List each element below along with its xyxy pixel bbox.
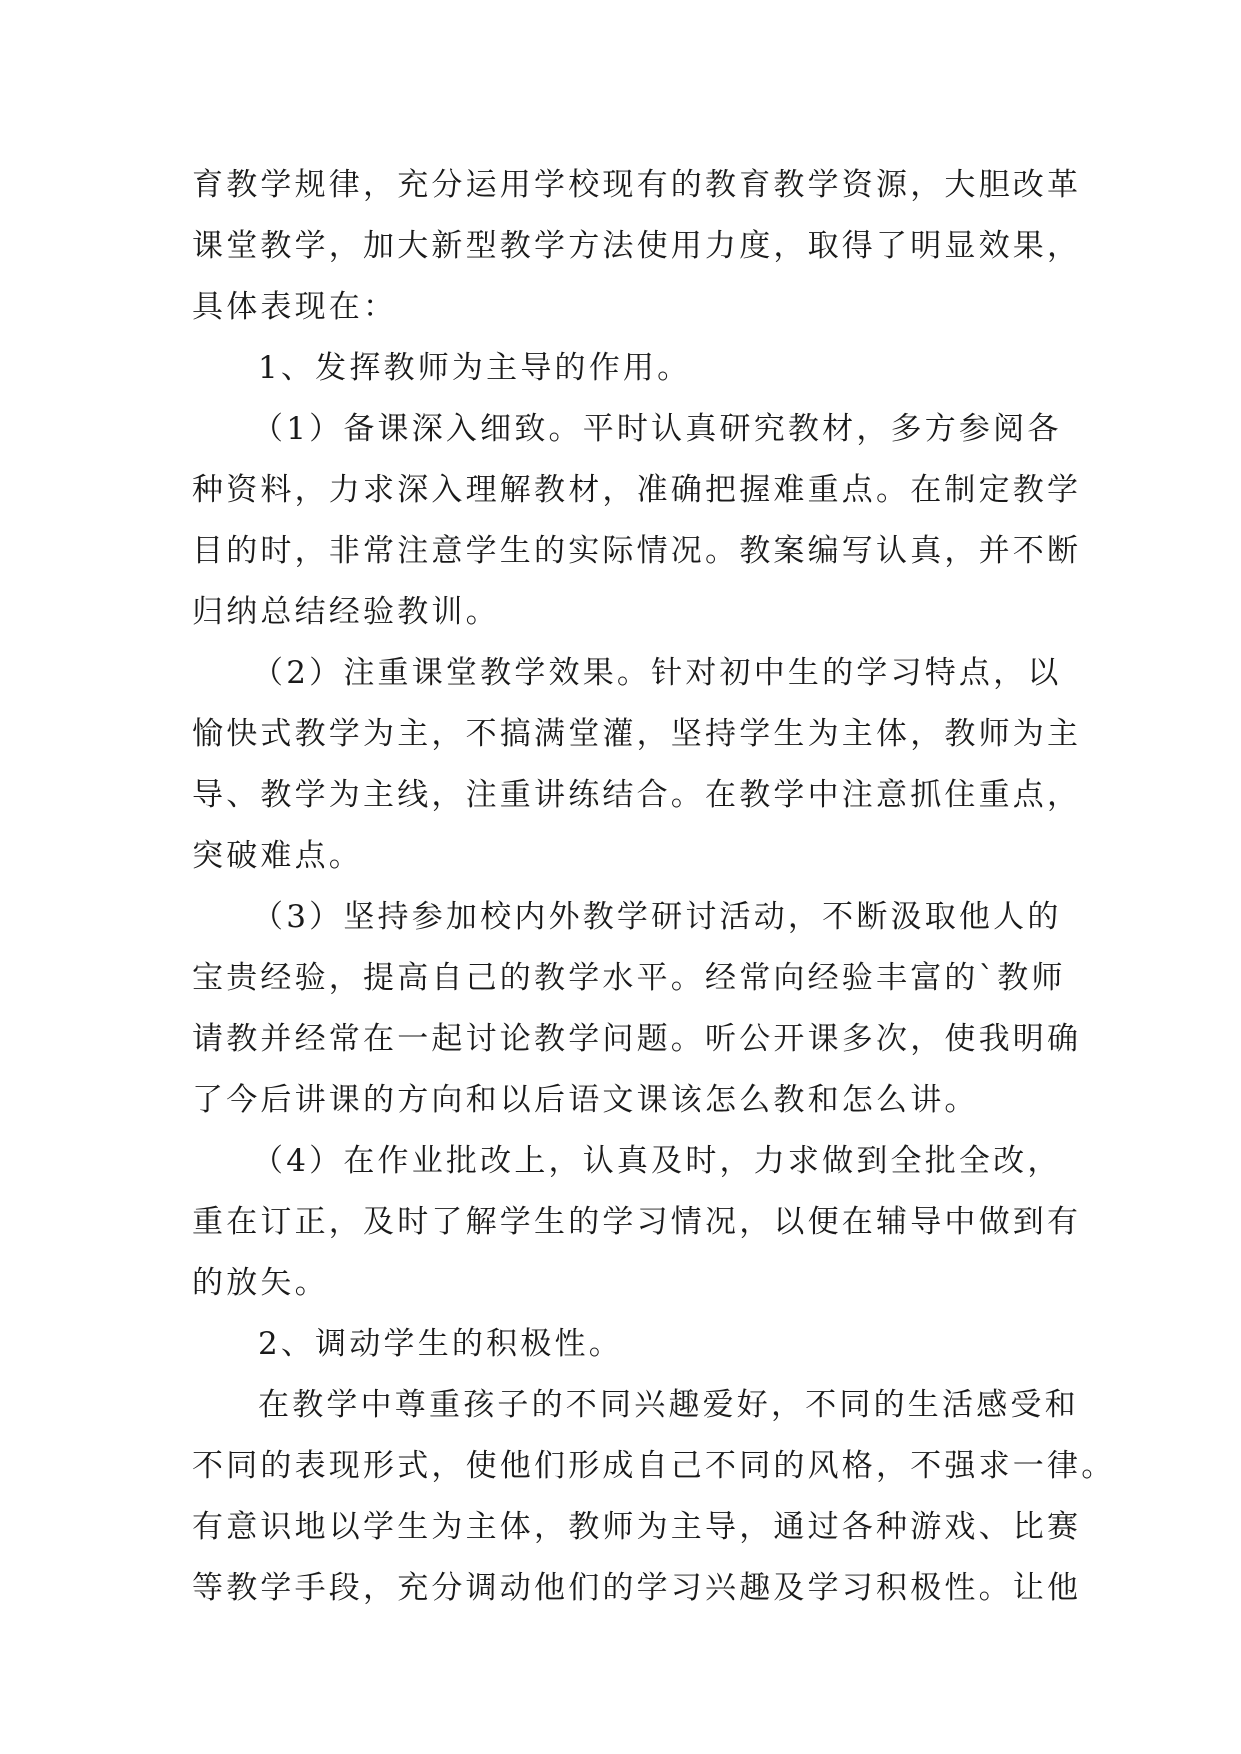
- paragraph-line: 目的时，非常注意学生的实际情况。教案编写认真，并不断: [192, 533, 1082, 569]
- paragraph-line: 宝贵经验，提高自己的教学水平。经常向经验丰富的`教师: [192, 960, 1066, 996]
- paragraph-line: 导、教学为主线，注重讲练结合。在教学中注意抓住重点，: [192, 777, 1082, 813]
- item-4-line: （4）在作业批改上，认真及时，力求做到全批全改，: [252, 1143, 1062, 1179]
- paragraph-line: 有意识地以学生为主体，教师为主导，通过各种游戏、比赛: [192, 1509, 1082, 1545]
- paragraph-line: 不同的表现形式，使他们形成自己不同的风格，不强求一律。: [192, 1448, 1116, 1484]
- paragraph-line: 了今后讲课的方向和以后语文课该怎么教和怎么讲。: [192, 1082, 979, 1118]
- paragraph-line: 育教学规律，充分运用学校现有的教育教学资源，大胆改革: [192, 167, 1082, 203]
- item-2-line: （2）注重课堂教学效果。针对初中生的学习特点，以: [252, 655, 1062, 691]
- item-3-line: （3）坚持参加校内外教学研讨活动，不断汲取他人的: [252, 899, 1062, 935]
- paragraph-line: 等教学手段，充分调动他们的学习兴趣及学习积极性。让他: [192, 1570, 1082, 1606]
- section-heading-2: 2、调动学生的积极性。: [258, 1326, 623, 1362]
- paragraph-line: 的放矢。: [192, 1265, 329, 1301]
- paragraph-line: 课堂教学，加大新型教学方法使用力度，取得了明显效果，: [192, 228, 1082, 264]
- document-body: [192, 155, 1116, 1619]
- paragraph-line: 请教并经常在一起讨论教学问题。听公开课多次，使我明确: [192, 1021, 1082, 1057]
- section-heading-1: 1、发挥教师为主导的作用。: [258, 350, 692, 386]
- paragraph-line: 在教学中尊重孩子的不同兴趣爱好，不同的生活感受和: [258, 1387, 1079, 1423]
- paragraph-line: 归纳总结经验教训。: [192, 594, 500, 630]
- paragraph-line: 突破难点。: [192, 838, 363, 874]
- paragraph-line: 具体表现在：: [192, 289, 398, 325]
- paragraph-line: 愉快式教学为主，不搞满堂灌，坚持学生为主体，教师为主: [192, 716, 1082, 752]
- paragraph-line: 种资料，力求深入理解教材，准确把握难重点。在制定教学: [192, 472, 1082, 508]
- item-1-line: （1）备课深入细致。平时认真研究教材，多方参阅各: [252, 411, 1062, 447]
- paragraph-line: 重在订正，及时了解学生的学习情况，以便在辅导中做到有: [192, 1204, 1082, 1240]
